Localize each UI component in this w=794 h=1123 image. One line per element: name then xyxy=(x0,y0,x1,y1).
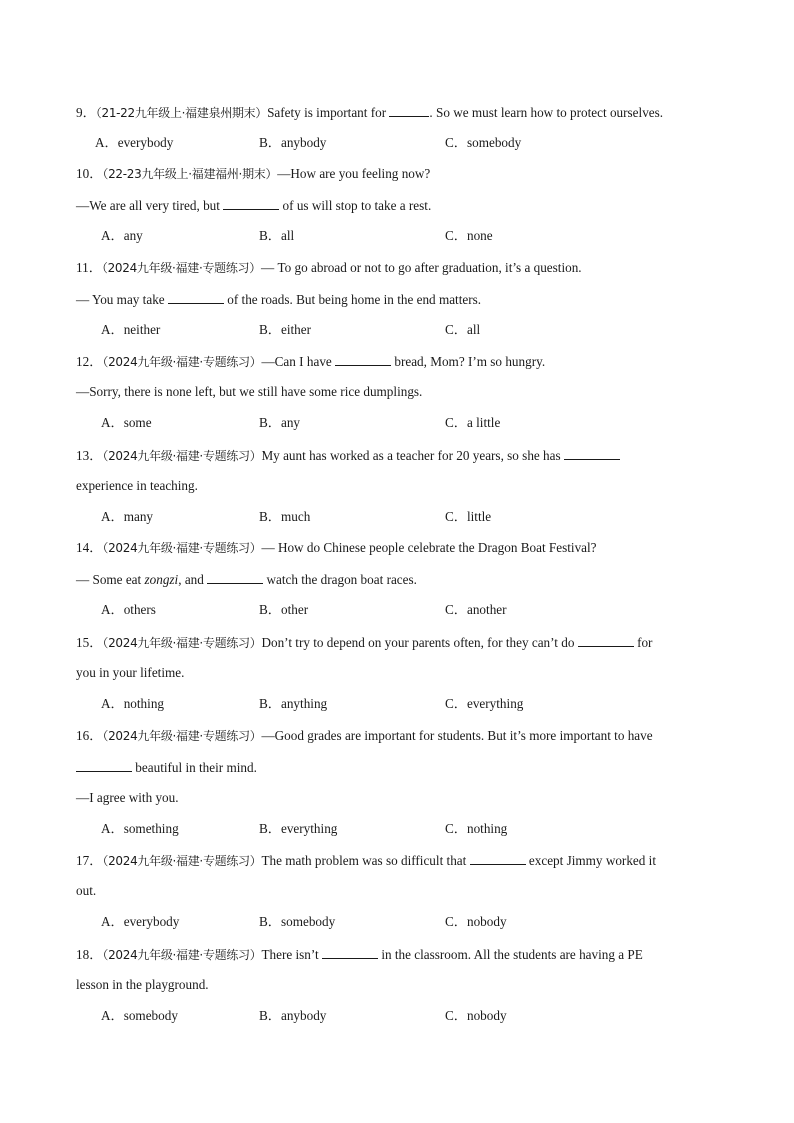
stem-text: —Good grades are important for students. But it’s more important to have xyxy=(261,728,653,743)
question-source: （2024九年级·福建·专题练习） xyxy=(102,541,262,555)
question-number: 10 xyxy=(76,166,90,181)
question-number: 9 xyxy=(76,105,83,120)
stem-text: There isn’t xyxy=(261,947,319,962)
stem-text: —We are all very tired, but xyxy=(76,198,220,213)
question-9 xyxy=(76,104,726,151)
stem-text: in the classroom. All the students are having a PE xyxy=(381,947,643,962)
option-a[interactable]: A．neither xyxy=(101,322,161,337)
question-9-options xyxy=(76,135,726,151)
question-17-stem-line2 xyxy=(76,883,726,899)
question-source: （2024九年级·福建·专题练习） xyxy=(102,729,262,743)
question-10 xyxy=(76,166,726,244)
stem-text: The math problem was so difficult that xyxy=(261,853,467,868)
answer-blank xyxy=(578,634,634,647)
question-number: 17 xyxy=(76,853,90,868)
question-10-stem-line2 xyxy=(76,197,726,213)
question-10-options xyxy=(76,228,726,244)
answer-blank xyxy=(564,447,620,460)
option-a[interactable]: A．others xyxy=(101,602,156,617)
question-16 xyxy=(76,728,726,837)
answer-blank xyxy=(335,353,391,366)
option-b[interactable]: B．anybody xyxy=(259,1008,327,1023)
option-b[interactable]: B．much xyxy=(259,509,311,524)
stem-text: — To go abroad or not to go after graduation, it’s a question. xyxy=(260,260,582,275)
stem-text: lesson in the playground. xyxy=(76,977,209,992)
question-number: 12 xyxy=(76,354,90,369)
option-b[interactable]: B．anybody xyxy=(259,135,327,150)
stem-text: Don’t try to depend on your parents often, for they can’t do xyxy=(261,635,575,650)
option-c[interactable]: C．everything xyxy=(445,696,524,711)
question-13-stem: 13．（2024九年级·福建·专题练习）My aunt has worked as a teacher for 20 years, so she has xyxy=(76,447,726,463)
option-c[interactable]: C．somebody xyxy=(445,135,522,150)
question-12 xyxy=(76,353,726,431)
question-11-options xyxy=(76,322,726,338)
question-16-options xyxy=(76,821,726,837)
stem-text: you in your lifetime. xyxy=(76,665,185,680)
option-b[interactable]: B．any xyxy=(259,415,301,430)
question-12-options xyxy=(76,415,726,431)
option-c[interactable]: C．another xyxy=(445,602,507,617)
question-17-options xyxy=(76,914,726,930)
option-a[interactable]: A．everybody xyxy=(101,914,180,929)
stem-text: —I agree with you. xyxy=(76,790,179,805)
question-number: 14 xyxy=(76,540,90,555)
question-number: 11 xyxy=(76,260,89,275)
stem-text: out. xyxy=(76,883,97,898)
option-c[interactable]: C．all xyxy=(445,322,481,337)
question-source: （21-22九年级上·福建泉州期末） xyxy=(95,106,268,120)
question-16-stem-line2 xyxy=(76,759,726,775)
stem-text: — Some eat xyxy=(76,572,142,587)
stem-text: for xyxy=(637,635,653,650)
stem-text: watch the dragon boat races. xyxy=(266,572,417,587)
question-source: （2024九年级·福建·专题练习） xyxy=(101,261,261,275)
option-b[interactable]: B．somebody xyxy=(259,914,336,929)
option-a[interactable]: A．everybody xyxy=(95,135,174,150)
option-b[interactable]: B．either xyxy=(259,322,312,337)
question-13-options xyxy=(76,509,726,525)
question-source: （2024九年级·福建·专题练习） xyxy=(102,636,262,650)
question-source: （2024九年级·福建·专题练习） xyxy=(102,449,262,463)
stem-italic-word: zongzi xyxy=(144,572,179,587)
option-c[interactable]: C．little xyxy=(445,509,492,524)
question-14-options xyxy=(76,602,726,618)
answer-blank xyxy=(470,852,526,865)
option-a[interactable]: A．some xyxy=(101,415,152,430)
option-c[interactable]: C．nothing xyxy=(445,821,508,836)
question-source: （2024九年级·福建·专题练习） xyxy=(102,854,262,868)
stem-text: —Can I have xyxy=(261,354,332,369)
stem-text: — You may take xyxy=(76,292,165,307)
stem-text: bread, Mom? I’m so hungry. xyxy=(394,354,546,369)
option-a[interactable]: A．many xyxy=(101,509,154,524)
question-number: 15 xyxy=(76,635,90,650)
question-14-stem: 14．（2024九年级·福建·专题练习）— How do Chinese people celebrate the Dragon Boat Festival? xyxy=(76,540,597,555)
question-16-stem: 16．（2024九年级·福建·专题练习）—Good grades are important for students. But it’s more important to have xyxy=(76,728,653,743)
question-source: （2024九年级·福建·专题练习） xyxy=(102,355,262,369)
option-b[interactable]: B．all xyxy=(259,228,295,243)
stem-text: of the roads. But being home in the end matters. xyxy=(227,292,482,307)
option-c[interactable]: C．a little xyxy=(445,415,501,430)
stem-text: beautiful in their mind. xyxy=(135,760,257,775)
stem-text: experience in teaching. xyxy=(76,478,198,493)
question-15-stem-line2 xyxy=(76,665,726,681)
option-a[interactable]: A．nothing xyxy=(101,696,165,711)
option-a[interactable]: A．somebody xyxy=(101,1008,178,1023)
question-12-stem: 12．（2024九年级·福建·专题练习）—Can I have bread, Mom? I’m so hungry. xyxy=(76,354,546,369)
answer-blank xyxy=(76,759,132,772)
stem-text: —How are you feeling now? xyxy=(277,166,431,181)
option-a[interactable]: A．any xyxy=(101,228,143,243)
stem-text: Safety is important for xyxy=(267,105,387,120)
question-17-stem: 17．（2024九年级·福建·专题练习）The math problem was so difficult that except Jimmy worked it xyxy=(76,853,656,868)
question-12-stem-line2 xyxy=(76,384,726,400)
question-11 xyxy=(76,260,726,338)
question-number: 18 xyxy=(76,947,90,962)
question-source: （2024九年级·福建·专题练习） xyxy=(102,948,262,962)
stem-text: My aunt has worked as a teacher for 20 years, so she has xyxy=(261,448,561,463)
option-c[interactable]: C．nobody xyxy=(445,914,507,929)
answer-blank xyxy=(207,571,263,584)
option-c[interactable]: C．nobody xyxy=(445,1008,507,1023)
question-source: （22-23九年级上·福建福州·期末） xyxy=(102,167,278,181)
question-16-stem-line3 xyxy=(76,790,726,806)
question-14-stem-line2 xyxy=(76,571,726,587)
question-9-stem: 9．（21-22九年级上·福建泉州期末）Safety is important for . So we must learn how to protect ourselves. xyxy=(76,105,664,120)
answer-blank xyxy=(322,946,378,959)
answer-blank xyxy=(389,104,429,117)
stem-text: —Sorry, there is none left, but we still have some rice dumplings. xyxy=(76,384,423,399)
question-18-options xyxy=(76,1008,726,1024)
question-14 xyxy=(76,540,726,618)
option-a[interactable]: A．something xyxy=(101,821,179,836)
question-15-stem: 15．（2024九年级·福建·专题练习）Don’t try to depend on your parents often, for they can’t do for xyxy=(76,635,653,650)
question-18 xyxy=(76,946,726,1024)
option-b[interactable]: B．other xyxy=(259,602,309,617)
question-10-stem: 10．（22-23九年级上·福建福州·期末）—How are you feeling now? xyxy=(76,166,431,181)
stem-text: except Jimmy worked it xyxy=(528,853,656,868)
option-b[interactable]: B．everything xyxy=(259,821,338,836)
stem-text: , and xyxy=(178,572,204,587)
stem-text: — How do Chinese people celebrate the Dragon Boat Festival? xyxy=(261,540,597,555)
question-15-options xyxy=(76,696,726,712)
question-18-stem: 18．（2024九年级·福建·专题练习）There isn’t in the classroom. All the students are having a PE xyxy=(76,947,643,962)
question-18-stem-line2 xyxy=(76,977,726,993)
question-number: 16 xyxy=(76,728,90,743)
option-b[interactable]: B．anything xyxy=(259,696,328,711)
question-13 xyxy=(76,447,726,525)
question-11-stem: 11．（2024九年级·福建·专题练习）— To go abroad or not to go after graduation, it’s a question. xyxy=(76,260,582,275)
stem-text: . So we must learn how to protect ourselves. xyxy=(429,105,664,120)
answer-blank xyxy=(168,291,224,304)
answer-blank xyxy=(223,197,279,210)
question-13-stem-line2 xyxy=(76,478,726,494)
question-17 xyxy=(76,852,726,930)
question-number: 13 xyxy=(76,448,90,463)
option-c[interactable]: C．none xyxy=(445,228,493,243)
question-15 xyxy=(76,634,726,712)
stem-text: of us will stop to take a rest. xyxy=(282,198,432,213)
question-11-stem-line2 xyxy=(76,291,726,307)
